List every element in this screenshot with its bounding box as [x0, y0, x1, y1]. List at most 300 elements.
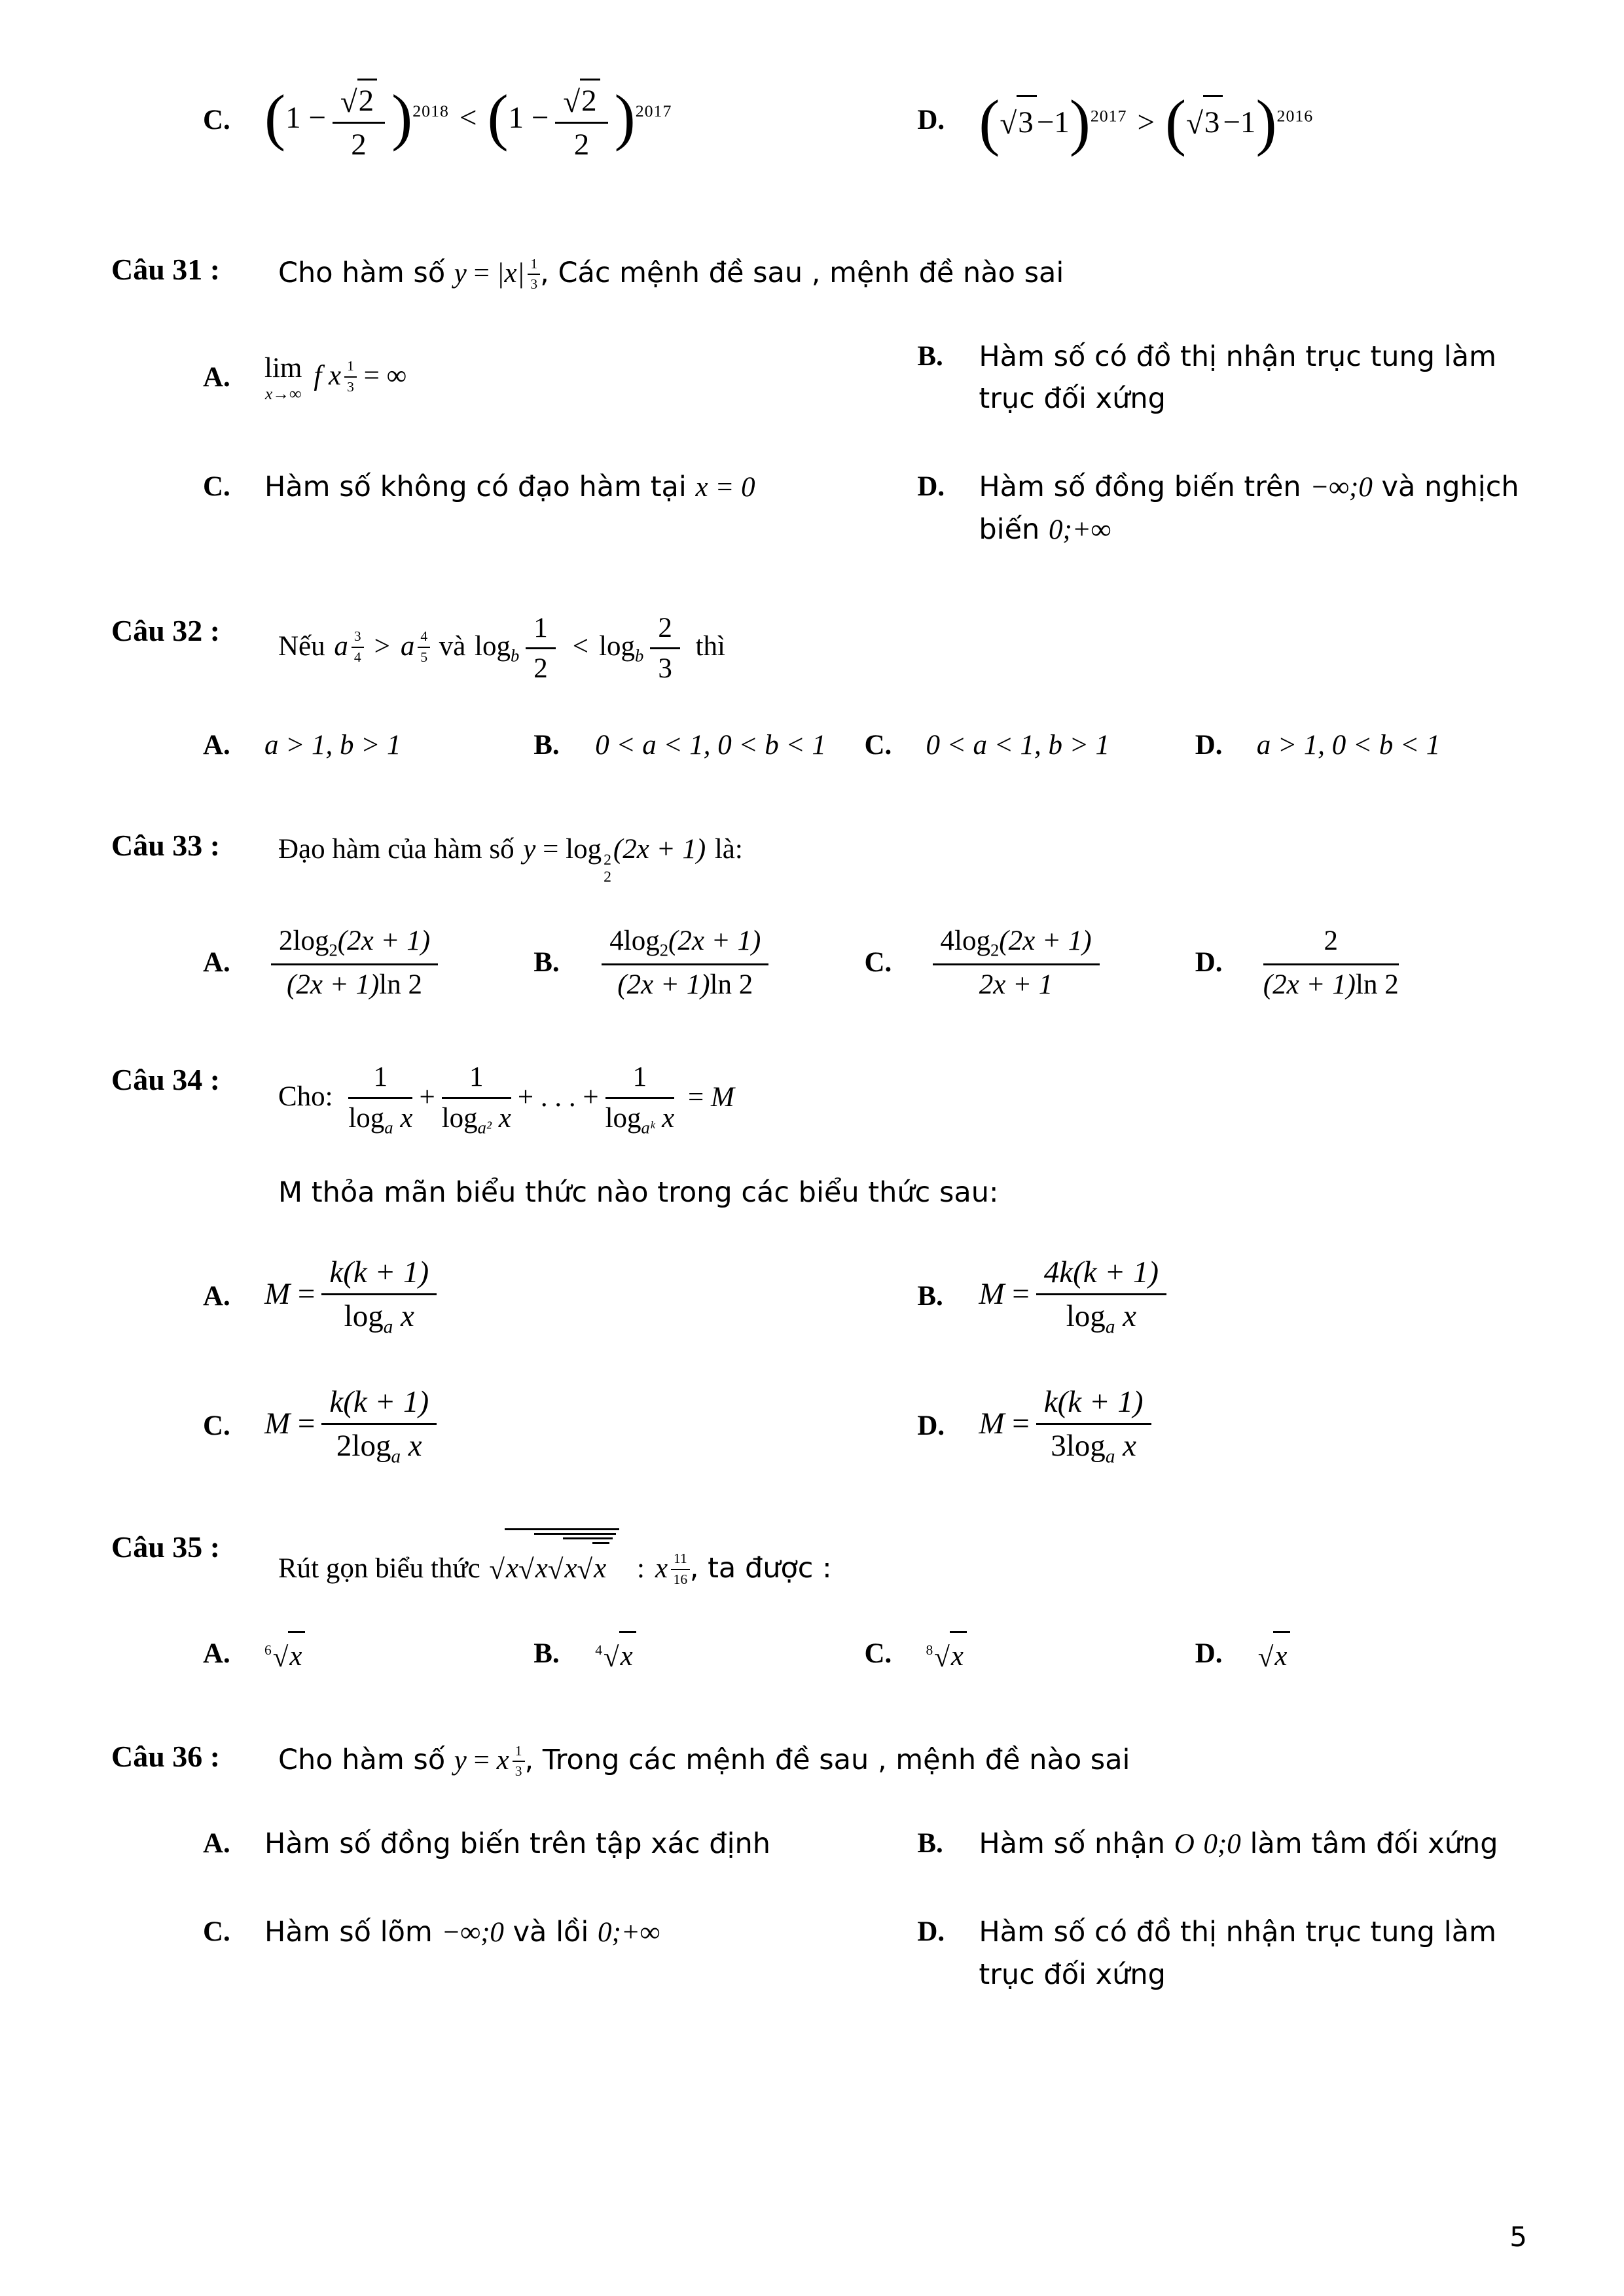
root-index: 4: [595, 1642, 602, 1659]
exponent-fraction: [513, 1743, 525, 1781]
exponent-denominator: 3: [530, 276, 538, 293]
option-letter: A.: [203, 362, 230, 393]
option-text: Hàm số có đồ thị nhận trục tung làm trục đối xứng: [979, 1916, 1496, 1991]
question-label: Câu 32 :: [111, 613, 221, 647]
option-text-part: Hàm số đồng biến trên: [979, 470, 1301, 503]
math-expression: [264, 1631, 305, 1678]
fraction-denominator: [348, 1099, 412, 1138]
option-letter: A.: [203, 946, 230, 978]
option-36-c: [203, 1911, 917, 1996]
option-letter: C.: [864, 1638, 892, 1670]
option-text: Hàm số đồng biến trên tập xác định: [264, 1827, 771, 1860]
option-text: [979, 466, 1526, 552]
paren-close: ): [391, 82, 413, 152]
question-label: Câu 34 :: [111, 1063, 221, 1097]
option-36-b: [917, 1823, 1526, 1866]
option-text-part: làm tâm đối xứng: [1250, 1827, 1498, 1860]
math-expression: 0 < a < 1, 0 < b < 1: [595, 729, 826, 761]
stem-math: [454, 1742, 525, 1780]
interval: −∞;0: [441, 1917, 504, 1948]
fraction-denominator: [933, 965, 1100, 1001]
fraction-numerator: [933, 925, 1100, 965]
radicand: 3: [1203, 95, 1223, 146]
option-letter: B.: [917, 1827, 943, 1859]
exponent-numerator: 3: [352, 628, 364, 648]
option-34-c: [203, 1384, 917, 1468]
option-letter: D.: [1195, 946, 1223, 978]
paren-open: (: [487, 82, 509, 152]
variable: M: [979, 1276, 1005, 1311]
fraction: [526, 612, 556, 685]
exponent-fraction: [671, 1551, 690, 1588]
fraction: [271, 925, 438, 1001]
question-label: Câu 31 :: [111, 253, 221, 287]
math-expression: a > 1, 0 < b < 1: [1256, 729, 1441, 761]
relation-sign: >: [1137, 105, 1155, 140]
superscript: 2: [604, 851, 611, 869]
question-36: [111, 1738, 1526, 1996]
radicand: [505, 1528, 619, 1592]
equals-sign: =: [687, 1081, 704, 1113]
root-index: 8: [926, 1642, 933, 1659]
variable: x: [401, 1299, 414, 1333]
math-text: −1: [1036, 105, 1070, 140]
math-text: x = 0: [695, 471, 755, 503]
option-letter: C.: [203, 104, 230, 135]
math-expression: 0 < a < 1, b > 1: [926, 729, 1110, 761]
paren-close: ): [614, 82, 636, 152]
math-text: 2x + 1: [979, 969, 1053, 1000]
question-35: [111, 1528, 1526, 1677]
variable: a: [334, 630, 348, 662]
stem-text-line2: M thỏa mãn biểu thức nào trong các biểu thức sau:: [278, 1176, 999, 1210]
log-base: aᵏ: [641, 1117, 655, 1138]
math-text: ln 2: [379, 969, 422, 1000]
exponent-denominator: 16: [673, 1571, 688, 1588]
fraction: [1036, 1255, 1166, 1338]
option-letter: C.: [864, 946, 892, 978]
stem-text: Rút gọn biểu thức: [278, 1552, 480, 1584]
stem-text: thì: [695, 630, 725, 662]
log-text: log: [344, 1299, 384, 1333]
stem-text: , ta được :: [689, 1551, 832, 1585]
exponent: 2016: [1276, 106, 1314, 126]
variable: a: [400, 630, 415, 662]
radicand: 3: [1017, 95, 1037, 146]
option-text-part: và lồi: [513, 1916, 589, 1949]
log-base: a: [1105, 1446, 1115, 1467]
fraction-denominator: 2: [351, 128, 367, 162]
option-letter: A.: [203, 1827, 230, 1859]
math-text: ln 2: [710, 969, 753, 1000]
equals-sign: =: [1012, 1276, 1030, 1311]
fraction: [442, 1061, 511, 1138]
exponent: 2017: [635, 101, 672, 121]
stem-math: [454, 255, 540, 293]
option-letter: D.: [1195, 729, 1223, 761]
dots: + . . . +: [517, 1081, 599, 1113]
plus-sign: +: [419, 1081, 435, 1113]
abs-x: |x|: [496, 258, 525, 289]
option-36-d: [917, 1911, 1526, 1996]
math-expression: [264, 352, 406, 404]
variable: x: [408, 1428, 422, 1463]
fraction-denominator: [605, 1099, 675, 1138]
math-expression: [595, 1631, 636, 1678]
question-34: [111, 1061, 1526, 1467]
fraction-numerator: [1263, 925, 1399, 965]
option-33-b: [533, 925, 864, 1001]
log-base: a: [383, 1316, 393, 1338]
option-33-d: [1195, 925, 1526, 1001]
stem-text: , Trong các mệnh đề sau , mệnh đề nào sai: [524, 1744, 1130, 1777]
math-text: 4log: [940, 925, 990, 956]
exponent-fraction: [528, 256, 540, 294]
fraction-numerator: k(k + 1): [1036, 1384, 1151, 1425]
log-text: log: [599, 630, 636, 662]
variable: x: [496, 1745, 509, 1776]
math-text: 4log: [609, 925, 660, 956]
option-text-part: Hàm số lõm: [264, 1916, 433, 1949]
option-text: [264, 1911, 660, 1954]
variable: y: [523, 834, 536, 865]
fraction-denominator: 3: [658, 653, 672, 685]
math-text: ln 2: [1356, 969, 1399, 1000]
option-32-a: [203, 725, 533, 767]
fraction-denominator: 2: [573, 128, 590, 162]
radical-sign: √: [577, 1554, 593, 1585]
variable: M: [264, 1406, 291, 1441]
math-text: (2x + 1): [999, 925, 1092, 956]
fraction-numerator: 1: [526, 612, 556, 649]
radical-sign: √: [934, 1641, 950, 1673]
fraction-numerator: [555, 79, 607, 124]
fraction-denominator: [1263, 965, 1399, 1001]
page-number: 5: [1509, 2221, 1527, 2253]
question-33: [111, 827, 1526, 1001]
math-text: (2x + 1): [613, 834, 706, 865]
math-text: 1 −: [285, 100, 326, 135]
log-base: 2: [990, 940, 1000, 960]
log-text: log: [1066, 1299, 1106, 1333]
option-letter: B.: [533, 946, 560, 978]
fraction-numerator: 4k(k + 1): [1036, 1255, 1166, 1295]
math-text: 2: [1324, 925, 1338, 956]
option-32-d: [1195, 725, 1526, 767]
fraction: [602, 925, 768, 1001]
option-35-c: [865, 1631, 1195, 1678]
stem-text: Cho hàm số: [278, 1744, 446, 1777]
fraction-denominator: [321, 1295, 437, 1338]
variable: x: [1123, 1299, 1136, 1333]
radical-sign: √: [547, 1554, 564, 1585]
radicand: 2: [580, 79, 600, 118]
option-letter: A.: [203, 1280, 230, 1312]
option-letter: D.: [917, 104, 945, 135]
fraction: [1263, 925, 1399, 1001]
log-base: a: [391, 1446, 401, 1467]
sub-sup-block: [604, 852, 611, 886]
fraction: [650, 612, 680, 685]
fraction-numerator: 1: [348, 1061, 412, 1098]
root-index: 6: [264, 1642, 272, 1659]
option-35-d: [1195, 1631, 1526, 1678]
question-32: [111, 612, 1526, 766]
limit-block: [264, 352, 302, 404]
option-letter: A.: [203, 729, 230, 761]
option-35-b: [533, 1631, 864, 1678]
option-letter: B.: [533, 729, 560, 761]
paren-close: ): [1069, 86, 1091, 157]
option-36-a: [203, 1823, 917, 1866]
stem-text: Nếu: [278, 630, 325, 662]
equals-sign: =: [297, 1276, 316, 1311]
math-text: = ∞: [363, 360, 407, 391]
interval: 0;+∞: [1048, 514, 1111, 546]
option-34-b: [917, 1255, 1526, 1338]
option-letter: D.: [917, 471, 945, 502]
log-text: log: [441, 1102, 478, 1134]
option-letter: A.: [203, 1638, 230, 1670]
option-32-c: [865, 725, 1195, 767]
stem-math: [489, 1551, 689, 1588]
option-31-d: [917, 466, 1526, 552]
math-expression: [264, 79, 672, 162]
option-33-a: [203, 925, 533, 1001]
option-34-d: [917, 1384, 1526, 1468]
question-label: Câu 33 :: [111, 829, 221, 863]
log-text: log: [566, 834, 602, 865]
variable: y: [454, 1745, 467, 1776]
exponent-numerator: 1: [344, 358, 357, 378]
fraction-denominator: [1036, 1425, 1151, 1468]
option-letter: D.: [917, 1916, 945, 1948]
fraction-denominator: [321, 1425, 437, 1468]
variable: M: [710, 1081, 734, 1113]
math-text: (2x + 1): [287, 969, 380, 1000]
variable: O: [1174, 1828, 1195, 1859]
log-text: log: [352, 1428, 391, 1463]
variable: x: [620, 1640, 633, 1672]
option-35-a: [203, 1631, 533, 1678]
variable: x: [400, 1102, 413, 1134]
exponent-fraction: [352, 628, 364, 666]
log-base: a: [1105, 1316, 1115, 1338]
radical-sign: √: [1186, 107, 1203, 141]
variable: x: [594, 1552, 607, 1584]
question-stem: [278, 251, 1526, 296]
fraction-denominator: 2: [533, 653, 548, 685]
log-text: log: [475, 630, 511, 662]
math-text: (2x + 1): [1263, 969, 1356, 1000]
radical-sign: √: [1000, 107, 1017, 141]
options: [203, 925, 1526, 1001]
radicand: [619, 1631, 636, 1678]
stem-math: [523, 834, 706, 886]
relation-sign: <: [572, 630, 589, 662]
radical-sign: √: [489, 1554, 505, 1585]
exponent-numerator: 11: [671, 1551, 690, 1570]
option-text: Hàm số có đồ thị nhận trục tung làm trục đối xứng: [979, 340, 1496, 416]
radical-sign: √: [604, 1641, 619, 1673]
fraction-numerator: 1: [442, 1061, 511, 1098]
options: [203, 336, 1526, 552]
paren-open: (: [264, 82, 286, 152]
option-31-b: [917, 336, 1526, 420]
coefficient: 3: [1051, 1428, 1066, 1463]
math-text: 1 −: [508, 100, 549, 135]
equals-sign: =: [543, 834, 559, 865]
variable: x: [289, 1640, 302, 1672]
fraction: [348, 1061, 412, 1138]
question-31: [111, 251, 1526, 552]
variable: x: [662, 1102, 675, 1134]
option-letter: D.: [917, 1410, 945, 1441]
option-text: [979, 1823, 1498, 1866]
option-text-part: Hàm số nhận: [979, 1827, 1166, 1860]
stem-text: , Các mệnh đề sau , mệnh đề nào sai: [540, 257, 1064, 290]
radicand: [534, 1533, 617, 1592]
radical-sign: √: [1257, 1641, 1274, 1673]
radicand: [563, 1537, 613, 1592]
option-letter: C.: [203, 1410, 230, 1441]
question-stem: [278, 1528, 1526, 1592]
stem-text: và: [439, 630, 466, 662]
radical-sign: √: [518, 1554, 534, 1585]
variable: x: [498, 1102, 511, 1134]
radicand: [288, 1631, 305, 1678]
math-expression: [264, 1255, 443, 1338]
log-base: b: [510, 645, 520, 666]
option-31-c: [203, 466, 917, 552]
exponent-numerator: 1: [513, 1743, 525, 1763]
stem-text: Cho hàm số: [278, 257, 446, 290]
options: [203, 1255, 1526, 1468]
math-expression: [1257, 925, 1405, 1001]
stem-math: [334, 628, 430, 665]
question-label: Câu 35 :: [111, 1530, 221, 1564]
math-text: f x: [314, 360, 342, 391]
option-prev-c: [203, 79, 917, 162]
option-letter: C.: [864, 729, 892, 761]
limit-text: lim: [264, 352, 302, 384]
limit-subscript: x→∞: [264, 384, 302, 404]
relation-sign: <: [459, 100, 477, 135]
math-text: −1: [1223, 105, 1256, 140]
exponent-denominator: 3: [514, 1763, 522, 1780]
fraction: [933, 925, 1100, 1001]
log-text: log: [1066, 1428, 1106, 1463]
options: [203, 1823, 1526, 1996]
options: [203, 725, 1526, 767]
math-text: 2log: [279, 925, 329, 956]
stem-text: Đạo hàm của hàm số: [278, 834, 514, 865]
math-expression: [264, 1384, 443, 1468]
exponent: 2017: [1090, 106, 1127, 126]
paren-open: (: [979, 86, 1000, 157]
option-letter: B.: [917, 1280, 943, 1312]
option-31-a: [203, 336, 917, 420]
option-text-part: và nghịch biến: [979, 470, 1519, 547]
stem-text: là:: [714, 834, 743, 865]
option-letter: C.: [203, 1916, 230, 1948]
radical-sign: √: [340, 85, 357, 119]
fraction: [333, 79, 385, 162]
variable: x: [1274, 1640, 1288, 1672]
question-stem: [278, 612, 1526, 685]
math-text: (2x + 1): [668, 925, 761, 956]
question-stem: [278, 1738, 1526, 1784]
variable: x: [655, 1552, 668, 1584]
option-33-c: [865, 925, 1195, 1001]
variable: y: [454, 258, 467, 289]
log-base: a: [384, 1117, 393, 1138]
fraction-numerator: [333, 79, 385, 124]
radicand: [950, 1631, 967, 1678]
fraction: [555, 79, 607, 162]
fraction-numerator: 1: [605, 1061, 675, 1098]
option-letter: C.: [203, 471, 230, 502]
radical-sign: √: [563, 85, 581, 119]
log-base: a²: [477, 1117, 492, 1138]
option-34-a: [203, 1255, 917, 1338]
fraction-numerator: [602, 925, 768, 965]
log-text: log: [348, 1102, 385, 1134]
fraction-numerator: k(k + 1): [321, 1255, 437, 1295]
equals-sign: =: [473, 1745, 490, 1776]
fraction: [1036, 1384, 1151, 1468]
variable: x: [564, 1552, 577, 1584]
option-letter: D.: [1195, 1638, 1223, 1670]
variable: x: [506, 1552, 519, 1584]
exponent-fraction: [344, 358, 357, 396]
fraction: [321, 1255, 437, 1338]
radicand: [592, 1542, 609, 1592]
math-expression: [264, 925, 444, 1001]
prev-question-options: [203, 79, 1526, 162]
radicand: [1273, 1631, 1290, 1678]
exponent-numerator: 4: [418, 628, 430, 648]
stem-text: Cho:: [278, 1081, 333, 1113]
question-stem: [278, 1061, 1526, 1215]
exponent: 2018: [412, 101, 449, 121]
fraction-numerator: [271, 925, 438, 965]
exponent-denominator: 5: [420, 649, 428, 665]
math-text: (2x + 1): [617, 969, 710, 1000]
math-expression: [979, 1255, 1173, 1338]
equals-sign: =: [1012, 1406, 1030, 1441]
math-expression: [1257, 1631, 1291, 1678]
interval: 0;+∞: [597, 1917, 660, 1948]
math-expression: [926, 925, 1106, 1001]
option-letter: B.: [917, 340, 943, 372]
variable: M: [264, 1276, 291, 1311]
stem-math: [475, 612, 687, 685]
variable: x: [535, 1552, 548, 1584]
math-expression: a > 1, b > 1: [264, 729, 401, 761]
exponent-fraction: [418, 628, 430, 666]
variable: x: [950, 1640, 964, 1672]
log-base: 2: [659, 940, 669, 960]
coefficient: 2: [336, 1428, 352, 1463]
option-32-b: [533, 725, 864, 767]
fraction-denominator: [1036, 1295, 1166, 1338]
fraction: [605, 1061, 675, 1138]
relation-sign: >: [374, 630, 390, 662]
equals-sign: =: [473, 258, 490, 289]
fraction-numerator: k(k + 1): [321, 1384, 437, 1425]
variable: M: [979, 1406, 1005, 1441]
